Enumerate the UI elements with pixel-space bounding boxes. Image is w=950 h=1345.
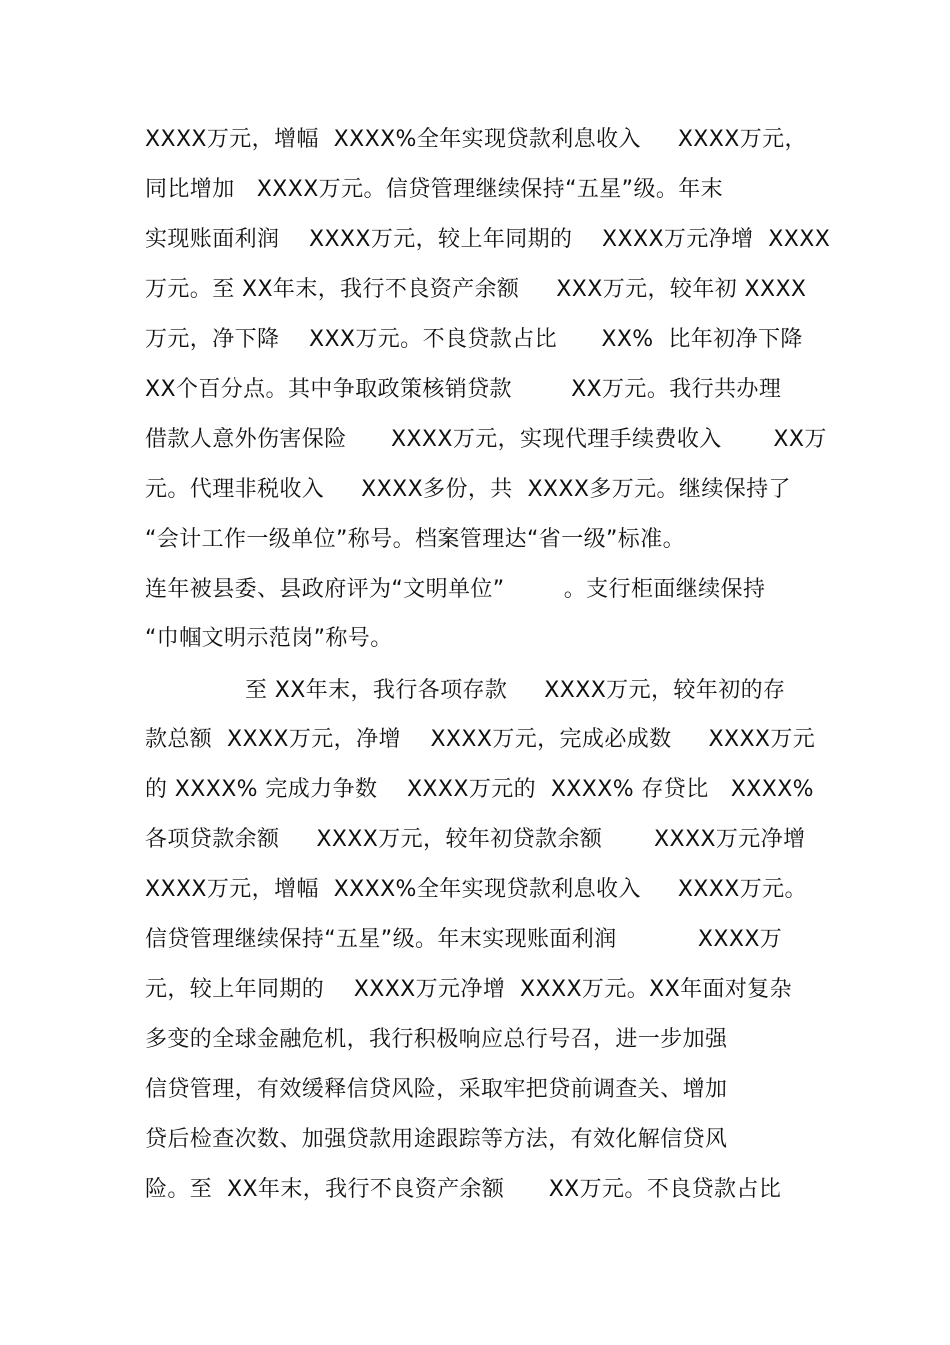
text-line: XXXX万元，增幅 XXXX%全年实现贷款利息收入 XXXX万元。: [145, 877, 807, 902]
text-line: 险。至 XX年末，我行不良资产余额 XX万元。不良贷款占比: [145, 1177, 782, 1202]
text-line: 的 XXXX% 完成力争数 XXXX万元的 XXXX% 存贷比 XXXX%: [145, 777, 814, 802]
text-line: 贷后检查次数、加强贷款用途跟踪等方法，有效化解信贷风: [145, 1127, 728, 1152]
text-line: “会计工作一级单位”称号。档案管理达“省一级”标准。: [145, 527, 685, 552]
text-line: XX个百分点。其中争取政策核销贷款 XX万元。我行共办理: [145, 377, 782, 402]
text-line: 元，较上年同期的 XXXX万元净增 XXXX万元。XX年面对复杂: [145, 977, 793, 1002]
text-line: 万元，净下降 XXX万元。不良贷款占比 XX% 比年初净下降: [145, 327, 803, 352]
text-line: “巾帼文明示范岗”称号。: [145, 626, 393, 651]
text-line: 元。代理非税收入 XXXX多份，共 XXXX多万元。继续保持了: [145, 477, 791, 502]
text-line: 同比增加 XXXX万元。信贷管理继续保持“五星”级。年末: [145, 177, 724, 202]
text-line: 连年被县委、县政府评为“文明单位” 。支行柜面继续保持: [145, 577, 766, 602]
text-line: 万元。至 XX年末，我行不良资产余额 XXX万元，较年初 XXXX: [145, 277, 807, 302]
text-line: 借款人意外伤害保险 XXXX万元，实现代理手续费收入 XX万: [145, 427, 827, 452]
text-line: 款总额 XXXX万元，净增 XXXX万元，完成必成数 XXXX万元: [145, 727, 816, 752]
text-line: 各项贷款余额 XXXX万元，较年初贷款余额 XXXX万元净增: [145, 827, 806, 852]
text-line: XXXX万元，增幅 XXXX%全年实现贷款利息收入 XXXX万元，: [145, 127, 807, 152]
text-line: 实现账面利润 XXXX万元，较上年同期的 XXXX万元净增 XXXX: [145, 227, 831, 252]
paragraph-first-line: 至 XX年末，我行各项存款 XXXX万元，较年初的存: [245, 678, 786, 703]
text-line: 信贷管理继续保持“五星”级。年末实现账面利润 XXXX万: [145, 927, 783, 952]
text-line: 多变的全球金融危机，我行积极响应总行号召，进一步加强: [145, 1027, 728, 1052]
text-line: 信贷管理，有效缓释信贷风险，采取牢把贷前调查关、增加: [145, 1077, 728, 1102]
